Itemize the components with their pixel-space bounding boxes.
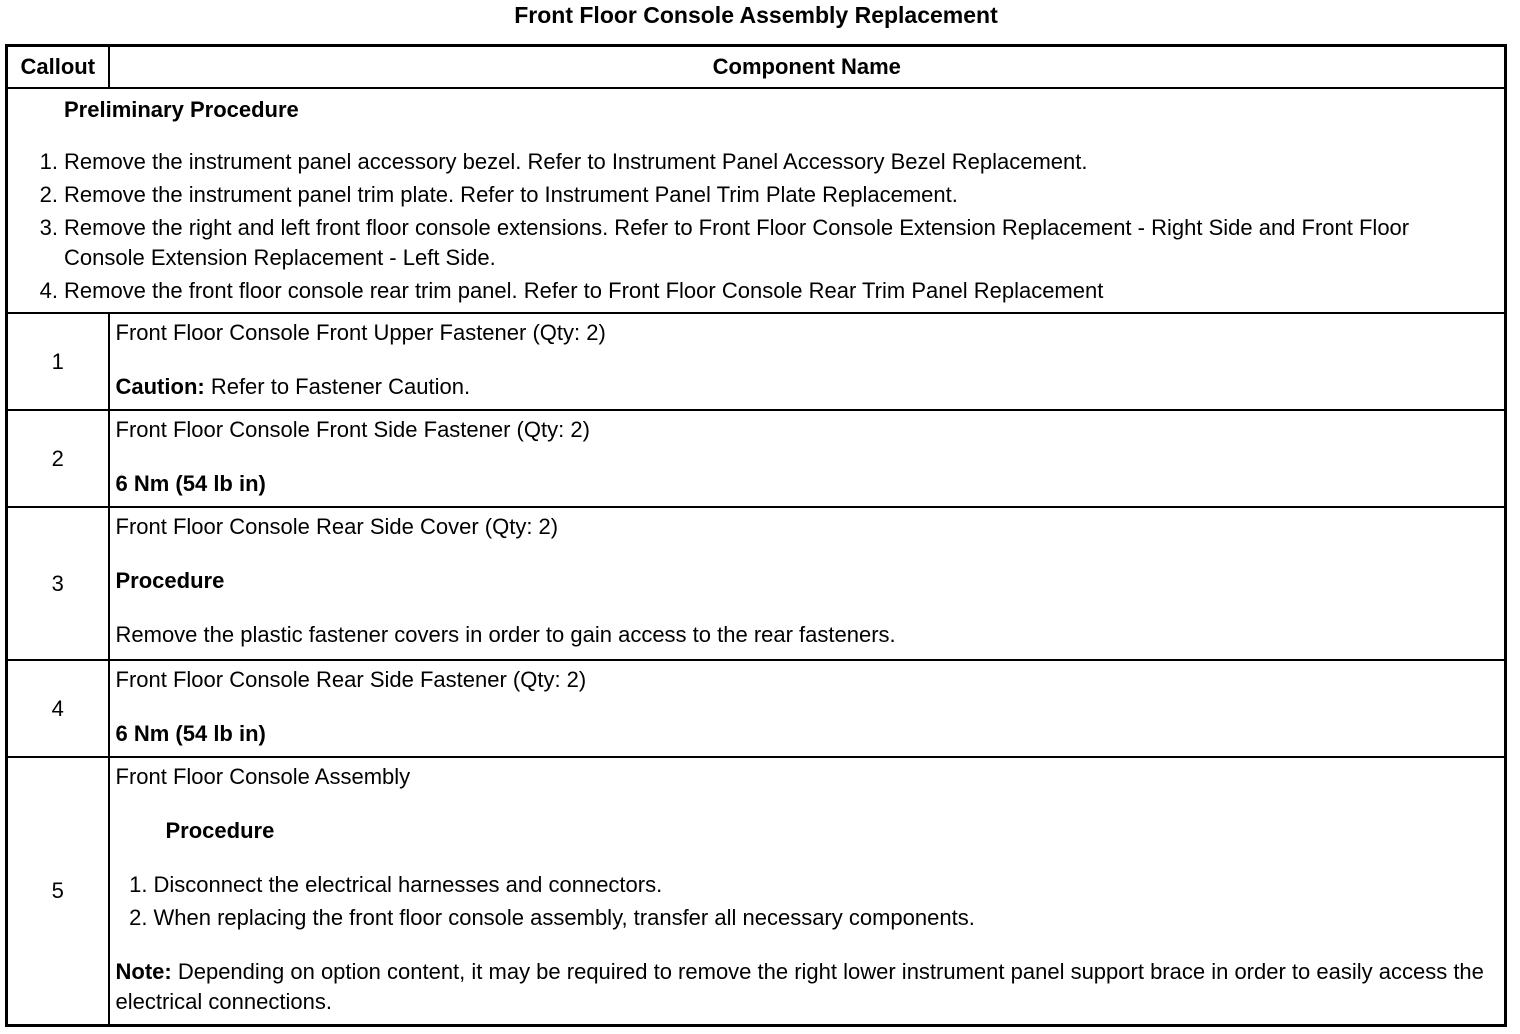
list-item xyxy=(26,213,1494,273)
callout-number: 1 xyxy=(7,313,109,410)
step-text: Remove the front floor console rear trim panel. Refer to Front Floor Console Rear Trim Panel Replacement xyxy=(64,278,1104,303)
component-cell xyxy=(109,410,1506,507)
list-item xyxy=(116,870,1499,900)
note-text: Depending on option content, it may be required to remove the right lower instrument panel support brace in order to easily access the electrical connections. xyxy=(115,959,1484,1014)
table-row xyxy=(7,507,1506,660)
component-cell xyxy=(109,507,1506,660)
component-cell xyxy=(109,660,1506,757)
component-name: Front Floor Console Front Side Fastener (Qty: 2) xyxy=(115,417,590,442)
component-name: Front Floor Console Assembly xyxy=(115,764,411,789)
procedure-text: Remove the plastic fastener covers in order to gain access to the rear fasteners. xyxy=(115,622,896,647)
assembly-steps xyxy=(116,870,1499,933)
table-row xyxy=(7,660,1506,757)
callout-number: 5 xyxy=(7,757,109,1025)
component-name: Front Floor Console Rear Side Cover (Qty: 2) xyxy=(115,514,559,539)
component-table xyxy=(5,44,1507,1027)
step-number: 2. xyxy=(129,905,148,930)
step-number: 4. xyxy=(39,278,58,303)
step-text: Remove the instrument panel accessory bezel. Refer to Instrument Panel Accessory Bezel Replacement. xyxy=(64,149,1088,174)
step-number: 3. xyxy=(39,215,58,240)
caution-text: Refer to Fastener Caution. xyxy=(204,374,471,399)
list-item xyxy=(26,180,1494,210)
step-text: Remove the instrument panel trim plate. Refer to Instrument Panel Trim Plate Replacement. xyxy=(64,182,958,207)
callout-number: 4 xyxy=(7,660,109,757)
step-number: 2. xyxy=(39,182,58,207)
torque-spec: 6 Nm (54 lb in) xyxy=(115,721,266,746)
header-callout: Callout xyxy=(7,46,109,89)
procedure-heading: Procedure xyxy=(165,818,275,843)
torque-spec: 6 Nm (54 lb in) xyxy=(115,471,266,496)
preliminary-row xyxy=(7,88,1506,313)
step-text: Remove the right and left front floor console extensions. Refer to Front Floor Console Extension Replacement - Right Side and Front Floor Console Extension Replacement - Left Side. xyxy=(64,215,1410,270)
component-cell xyxy=(109,313,1506,410)
table-row xyxy=(7,313,1506,410)
note-line xyxy=(116,957,1499,1017)
step-text: When replacing the front floor console assembly, transfer all necessary components. xyxy=(153,905,975,930)
preliminary-cell xyxy=(7,88,1506,313)
preliminary-steps xyxy=(26,147,1494,306)
procedure-heading: Procedure xyxy=(115,568,225,593)
callout-number: 2 xyxy=(7,410,109,507)
document-title: Front Floor Console Assembly Replacement xyxy=(514,2,998,28)
list-item xyxy=(26,276,1494,306)
table-row xyxy=(7,757,1506,1025)
caution-label: Caution: xyxy=(115,374,205,399)
component-name: Front Floor Console Rear Side Fastener (Qty: 2) xyxy=(115,667,587,692)
list-item xyxy=(26,147,1494,177)
note-label: Note: xyxy=(115,959,172,984)
table-row xyxy=(7,410,1506,507)
step-number: 1. xyxy=(129,872,148,897)
caution-line xyxy=(116,372,1499,402)
list-item xyxy=(116,903,1499,933)
table-header-row xyxy=(7,46,1506,89)
step-text: Disconnect the electrical harnesses and connectors. xyxy=(153,872,663,897)
step-number: 1. xyxy=(39,149,58,174)
preliminary-heading: Preliminary Procedure xyxy=(64,97,299,122)
component-name: Front Floor Console Front Upper Fastener (Qty: 2) xyxy=(115,320,606,345)
header-component-name: Component Name xyxy=(109,46,1506,89)
callout-number: 3 xyxy=(7,507,109,660)
component-cell xyxy=(109,757,1506,1025)
